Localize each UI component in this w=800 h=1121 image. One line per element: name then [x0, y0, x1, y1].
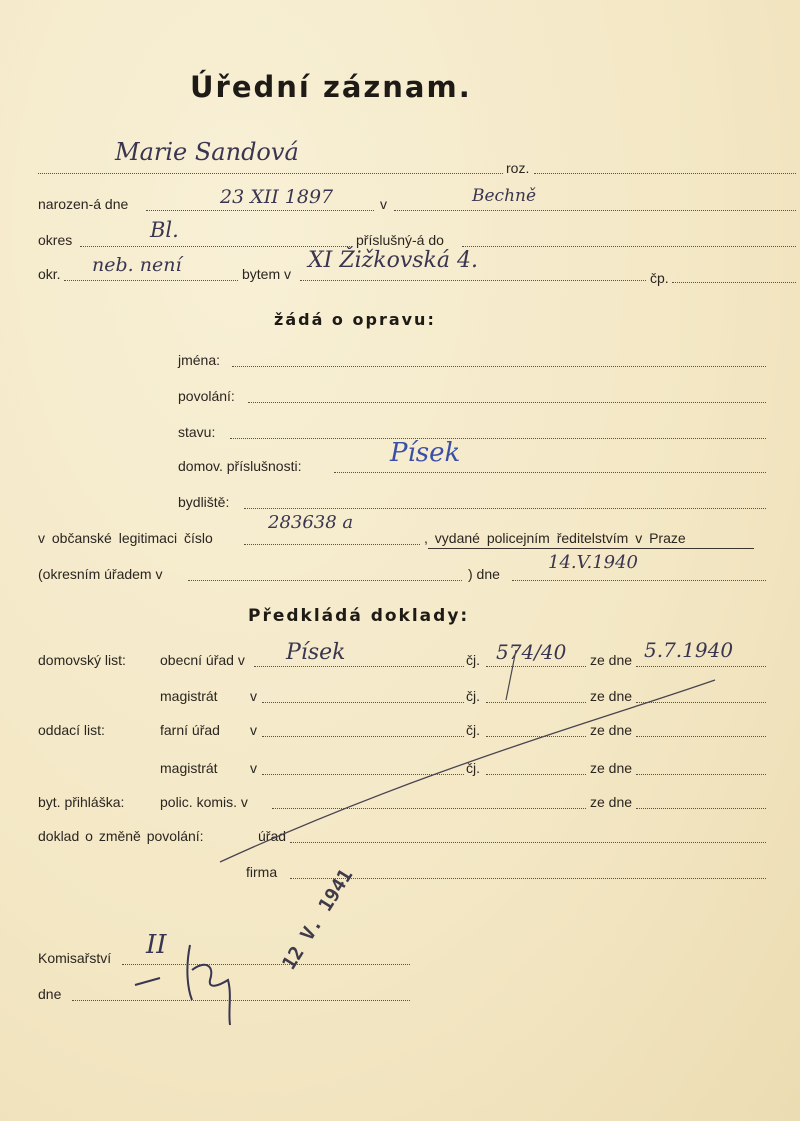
name-handwritten: Marie Sandová	[115, 138, 299, 166]
stavu-label: stavu:	[178, 424, 216, 440]
okresnim-label: (okresním úřadem v	[38, 566, 163, 582]
legitimace-handwritten: 283638 a	[268, 512, 354, 533]
byt-label: byt. přihláška:	[38, 794, 125, 810]
signature-mark	[130, 930, 250, 1030]
komisarstvi-handwritten: II	[146, 930, 167, 960]
cp-label: čp.	[650, 270, 669, 286]
zedne-label-2: ze dne	[590, 688, 633, 704]
v-label-1: v	[250, 688, 257, 704]
komisarstvi-label: Komisařství	[38, 950, 112, 966]
bydliste-label: bydliště:	[178, 494, 230, 510]
domovsky-label: domovský list:	[38, 652, 126, 668]
okres-label: okres	[38, 232, 73, 248]
zedne-label-1: ze dne	[590, 652, 633, 668]
cj-label-4: čj.	[466, 760, 480, 776]
vydane-label: , vydané policejním ředitelstvím v Praze	[424, 530, 686, 546]
form-title: Úřední záznam.	[190, 70, 472, 104]
dne-label: ) dne	[468, 566, 500, 582]
oddaci-label: oddací list:	[38, 722, 105, 738]
born-label: narozen-á dne	[38, 196, 129, 212]
v-label-3: v	[250, 760, 257, 776]
magistrat-label-2: magistrát	[160, 760, 218, 776]
zedne-label-3: ze dne	[590, 722, 633, 738]
domov-label: domov. příslušnosti:	[178, 458, 302, 474]
bytem-handwritten: XI Žižkovská 4.	[308, 248, 478, 273]
cj-handwritten: 574/40	[496, 640, 567, 664]
zedne-handwritten: 5.7.1940	[644, 638, 734, 662]
date-stamp: 12 V. 1941	[278, 864, 358, 974]
polic-label: polic. komis. v	[160, 794, 248, 810]
cj-label-2: čj.	[466, 688, 480, 704]
born-date-handwritten: 23 XII 1897	[220, 186, 334, 208]
born-in-label: v	[380, 196, 387, 212]
okres-handwritten: Bl.	[150, 218, 179, 242]
prislusny-label: příslušný-á do	[356, 232, 444, 248]
correction-heading: žádá o opravu:	[274, 310, 436, 329]
zedne-label-5: ze dne	[590, 794, 633, 810]
domov-handwritten: Písek	[390, 438, 461, 468]
cj-label-3: čj.	[466, 722, 480, 738]
documents-heading: Předkládá doklady:	[248, 606, 470, 626]
roz-label: roz.	[506, 160, 530, 176]
zmena-label: doklad o změně povolání:	[38, 828, 204, 844]
okr-handwritten: neb. není	[92, 254, 182, 276]
firma-label: firma	[246, 864, 278, 880]
footer-dne-label: dne	[38, 986, 62, 1002]
zedne-label-4: ze dne	[590, 760, 633, 776]
obecni-handwritten: Písek	[286, 640, 346, 665]
v-label-2: v	[250, 722, 257, 738]
farni-label: farní úřad	[160, 722, 220, 738]
magistrat-label-1: magistrát	[160, 688, 218, 704]
dne-handwritten: 14.V.1940	[548, 552, 639, 573]
povolani-label: povolání:	[178, 388, 235, 404]
urad-label: úřad	[258, 828, 287, 844]
bytem-label: bytem v	[242, 266, 292, 282]
cj-label-1: čj.	[466, 652, 480, 668]
legitimace-label: v občanské legitimaci číslo	[38, 530, 213, 546]
obecni-label: obecní úřad v	[160, 652, 245, 668]
jmena-label: jména:	[178, 352, 221, 368]
born-place-handwritten: Bechně	[472, 186, 537, 206]
okr-label: okr.	[38, 266, 61, 282]
